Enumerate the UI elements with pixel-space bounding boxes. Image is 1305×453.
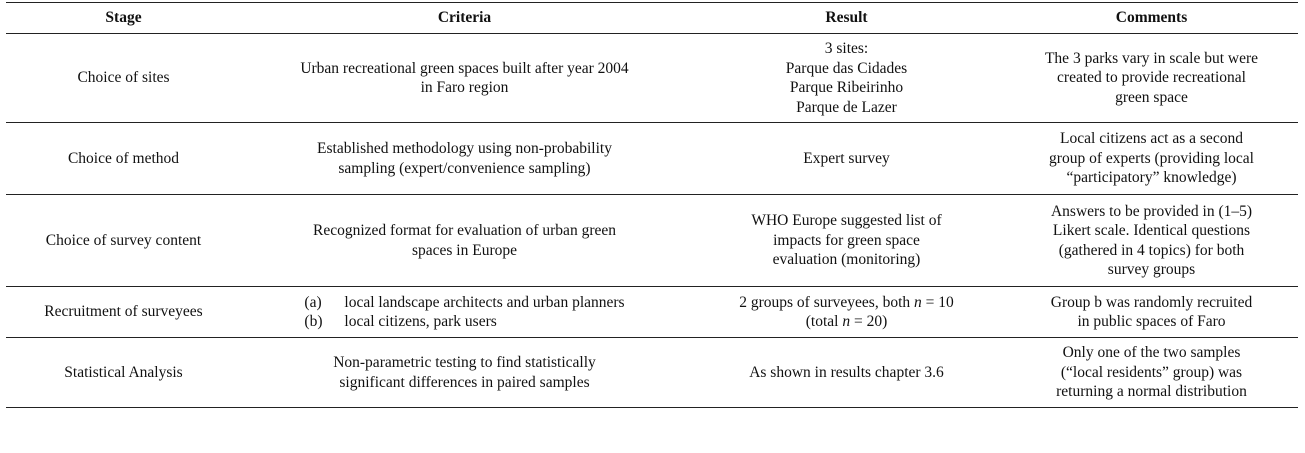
comments-cell xyxy=(1005,34,1298,123)
table-row xyxy=(6,195,1298,287)
criteria-enumeration xyxy=(304,293,624,332)
cell-line: sampling (expert/convenience sampling) xyxy=(338,159,591,177)
cell-line: evaluation (monitoring) xyxy=(772,251,921,269)
cell-line: Likert scale. Identical questions xyxy=(1052,222,1251,239)
text-fragment: (total xyxy=(805,313,843,330)
table-row xyxy=(6,34,1298,123)
cell-line: survey groups xyxy=(1107,261,1196,278)
cell-line: green space xyxy=(1115,88,1188,106)
cell-line: Established methodology using non-probability xyxy=(317,140,612,157)
cell-line: Urban recreational green spaces built after year 2004 xyxy=(300,59,629,77)
cell-line: spaces in Europe xyxy=(411,241,518,259)
table-header-row xyxy=(6,3,1298,34)
enum-text: local landscape architects and urban planners xyxy=(344,293,625,311)
cell-line: Parque de Lazer xyxy=(796,98,897,116)
cell-line: (“local residents” group) was xyxy=(1060,363,1243,381)
criteria-cell xyxy=(241,34,688,123)
header-criteria: Criteria xyxy=(437,9,492,27)
stage-cell: Recruitment of surveyees xyxy=(44,303,203,321)
cell-line: The 3 parks vary in scale but were xyxy=(1044,49,1259,67)
criteria-cell xyxy=(241,123,688,195)
n-symbol: n xyxy=(914,293,922,311)
text-fragment: = 10 xyxy=(921,293,954,311)
methodology-table xyxy=(6,2,1298,408)
result-cell xyxy=(688,34,1005,123)
cell-line: returning a normal distribution xyxy=(1056,383,1247,401)
cell-line: impacts for green space xyxy=(773,231,920,249)
criteria-cell xyxy=(241,287,688,338)
enum-label: (a) xyxy=(304,293,322,311)
table-row xyxy=(6,123,1298,195)
header-result: Result xyxy=(825,9,868,27)
result-cell xyxy=(688,287,1005,338)
n-symbol: n xyxy=(842,313,851,330)
header-comments: Comments xyxy=(1115,9,1188,27)
comments-cell xyxy=(1005,195,1298,287)
enum-label: (b) xyxy=(304,313,323,330)
table-row xyxy=(6,287,1298,338)
comments-cell xyxy=(1005,338,1298,408)
enum-text: local citizens, park users xyxy=(344,313,497,330)
stage-cell: Choice of method xyxy=(67,149,180,167)
cell-line xyxy=(694,293,999,313)
cell-line: significant differences in paired samples xyxy=(339,373,590,391)
comments-cell xyxy=(1005,287,1298,338)
cell-line: As shown in results chapter 3.6 xyxy=(749,363,944,381)
cell-line: WHO Europe suggested list of xyxy=(751,212,942,230)
cell-line: Expert survey xyxy=(803,149,890,167)
cell-line: Answers to be provided in (1–5) xyxy=(1050,202,1253,220)
cell-line: Group b was randomly recruited xyxy=(1050,293,1253,311)
result-cell xyxy=(688,123,1005,195)
cell-line: Only one of the two samples xyxy=(1062,344,1241,362)
cell-line: “participatory” knowledge) xyxy=(1066,169,1237,187)
cell-line: (gathered in 4 topics) for both xyxy=(1058,241,1245,259)
cell-line: Parque das Cidades xyxy=(785,59,908,77)
cell-line: in public spaces of Faro xyxy=(1077,313,1226,330)
cell-line: 3 sites: xyxy=(824,40,869,57)
table-row xyxy=(6,338,1298,408)
result-cell xyxy=(688,195,1005,287)
cell-line xyxy=(694,312,999,332)
text-fragment: 2 groups of surveyees, both xyxy=(739,293,915,311)
cell-line: Local citizens act as a second xyxy=(1060,130,1243,148)
stage-cell: Statistical Analysis xyxy=(64,363,183,381)
stage-cell: Choice of survey content xyxy=(45,231,202,249)
comments-cell xyxy=(1005,123,1298,195)
header-stage: Stage xyxy=(105,9,142,27)
cell-line: Recognized format for evaluation of urban green xyxy=(313,222,616,239)
cell-line: Non-parametric testing to find statistically xyxy=(333,354,596,371)
criteria-cell xyxy=(241,195,688,287)
cell-line: created to provide recreational xyxy=(1057,69,1246,87)
stage-cell: Choice of sites xyxy=(77,69,170,87)
cell-line: group of experts (providing local xyxy=(1049,149,1254,167)
criteria-cell xyxy=(241,338,688,408)
enum-item xyxy=(304,293,624,313)
cell-line: Parque Ribeirinho xyxy=(789,79,904,96)
cell-line: in Faro region xyxy=(420,79,509,96)
text-fragment: = 20) xyxy=(850,313,888,330)
enum-item xyxy=(304,312,624,332)
result-cell xyxy=(688,338,1005,408)
